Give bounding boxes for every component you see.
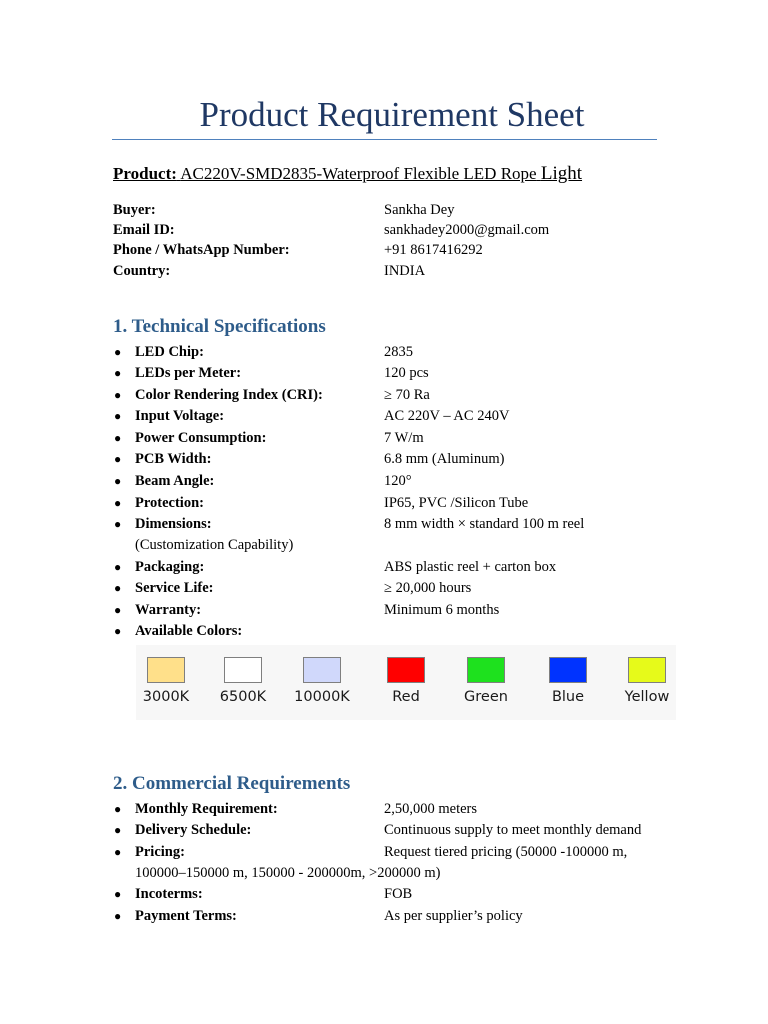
bullet-icon: ● <box>114 624 122 638</box>
spec-item-dimensions <box>0 514 768 535</box>
commercial-value: FOB <box>384 886 413 902</box>
commercial-value: Request tiered pricing (50000 -100000 m, <box>384 844 628 860</box>
commercial-label: Incoterms: <box>135 886 203 902</box>
email-row <box>0 220 768 241</box>
color-swatch-10000k <box>282 657 362 705</box>
bullet-icon: ● <box>114 431 122 445</box>
spec-label: Warranty: <box>135 602 202 618</box>
bullet-icon: ● <box>114 452 122 466</box>
title-divider <box>112 139 657 140</box>
spec-item-power <box>0 428 768 449</box>
commercial-value: As per supplier’s policy <box>384 908 523 924</box>
spec-item-cri <box>0 385 768 406</box>
spec-label: Color Rendering Index (CRI): <box>135 387 323 403</box>
spec-item-available-colors <box>0 621 768 642</box>
commercial-value: Continuous supply to meet monthly demand <box>384 822 642 838</box>
commercial-item-incoterms <box>0 884 768 905</box>
email-label: Email ID: <box>113 222 175 238</box>
spec-value: 2835 <box>384 344 413 360</box>
commercial-label: Payment Terms: <box>135 908 237 924</box>
spec-label: Protection: <box>135 495 204 511</box>
spec-item-leds-per-meter <box>0 363 768 384</box>
pricing-continuation: 100000–150000 m, 150000 - 200000m, >200000 m) <box>135 865 441 881</box>
bullet-icon: ● <box>114 823 122 837</box>
phone-label: Phone / WhatsApp Number: <box>113 242 290 258</box>
spec-value: IP65, PVC /Silicon Tube <box>384 495 529 511</box>
bullet-icon: ● <box>114 517 122 531</box>
spec-item-warranty <box>0 600 768 621</box>
phone-row <box>0 240 768 261</box>
swatch-box <box>628 657 666 683</box>
color-swatch-yellow <box>607 657 687 705</box>
spec-value: Minimum 6 months <box>384 602 500 618</box>
commercial-item-delivery <box>0 820 768 841</box>
bullet-icon: ● <box>114 581 122 595</box>
swatch-box <box>467 657 505 683</box>
swatch-label: Red <box>392 689 420 705</box>
commercial-heading: 2. Commercial Requirements <box>113 773 351 794</box>
spec-item-protection <box>0 493 768 514</box>
swatch-box <box>303 657 341 683</box>
bullet-icon: ● <box>114 366 122 380</box>
bullet-icon: ● <box>114 845 122 859</box>
product-label: Product: <box>113 164 177 183</box>
spec-value: 120° <box>384 473 412 489</box>
commercial-item-payment <box>0 906 768 927</box>
swatch-box <box>224 657 262 683</box>
bullet-icon: ● <box>114 409 122 423</box>
commercial-item-pricing <box>0 842 768 863</box>
color-swatch-panel <box>136 645 676 720</box>
color-swatch-6500k <box>203 657 283 705</box>
spec-label: LED Chip: <box>135 344 204 360</box>
country-value: INDIA <box>384 263 426 279</box>
bullet-icon: ● <box>114 345 122 359</box>
bullet-icon: ● <box>114 474 122 488</box>
bullet-icon: ● <box>114 802 122 816</box>
bullet-icon: ● <box>114 603 122 617</box>
commercial-label: Monthly Requirement: <box>135 801 278 817</box>
spec-label: PCB Width: <box>135 451 212 467</box>
phone-value: +91 8617416292 <box>384 242 483 258</box>
swatch-box <box>549 657 587 683</box>
color-swatch-3000k <box>126 657 206 705</box>
spec-value: 6.8 mm (Aluminum) <box>384 451 505 467</box>
commercial-label: Pricing: <box>135 844 185 860</box>
tech-specs-heading: 1. Technical Specifications <box>113 316 326 337</box>
spec-label: Input Voltage: <box>135 408 225 424</box>
spec-value: ≥ 70 Ra <box>384 387 430 403</box>
color-swatch-red <box>366 657 446 705</box>
dimensions-note: (Customization Capability) <box>135 537 294 553</box>
spec-label: Beam Angle: <box>135 473 215 489</box>
swatch-label: 3000K <box>142 689 190 705</box>
spec-label: Dimensions: <box>135 516 212 532</box>
swatch-label: 6500K <box>219 689 267 705</box>
buyer-row <box>0 200 768 221</box>
buyer-value: Sankha Dey <box>384 202 455 218</box>
spec-item-service-life <box>0 578 768 599</box>
bullet-icon: ● <box>114 388 122 402</box>
spec-value: 8 mm width × standard 100 m reel <box>384 516 585 532</box>
color-swatch-blue <box>528 657 608 705</box>
spec-value: 7 W/m <box>384 430 424 446</box>
spec-label: LEDs per Meter: <box>135 365 242 381</box>
spec-item-pcb-width <box>0 449 768 470</box>
spec-label: Available Colors: <box>135 623 243 639</box>
spec-label: Service Life: <box>135 580 214 596</box>
spec-value: ABS plastic reel + carton box <box>384 559 557 575</box>
bullet-icon: ● <box>114 560 122 574</box>
swatch-box <box>147 657 185 683</box>
product-line <box>113 162 582 186</box>
spec-value: AC 220V – AC 240V <box>384 408 510 424</box>
email-value: sankhadey2000@gmail.com <box>384 222 550 238</box>
swatch-label: Green <box>464 689 508 705</box>
swatch-label: Blue <box>551 689 585 705</box>
spec-item-input-voltage <box>0 406 768 427</box>
spec-label: Power Consumption: <box>135 430 267 446</box>
country-label: Country: <box>113 263 171 279</box>
bullet-icon: ● <box>114 909 122 923</box>
color-swatch-green <box>446 657 526 705</box>
bullet-icon: ● <box>114 887 122 901</box>
bullet-icon: ● <box>114 496 122 510</box>
product-name: AC220V-SMD2835-Waterproof Flexible LED Rope <box>180 164 537 183</box>
spec-item-beam-angle <box>0 471 768 492</box>
buyer-label: Buyer: <box>113 202 156 218</box>
swatch-label: 10000K <box>294 689 350 705</box>
spec-item-led-chip <box>0 342 768 363</box>
spec-item-packaging <box>0 557 768 578</box>
document-title: Product Requirement Sheet <box>199 95 585 134</box>
spec-value: 120 pcs <box>384 365 429 381</box>
country-row <box>0 261 768 282</box>
swatch-label: Yellow <box>624 689 670 705</box>
commercial-item-monthly <box>0 799 768 820</box>
swatch-box <box>387 657 425 683</box>
commercial-value: 2,50,000 meters <box>384 801 478 817</box>
product-name-tail: Light <box>540 163 583 184</box>
commercial-label: Delivery Schedule: <box>135 822 252 838</box>
spec-label: Packaging: <box>135 559 205 575</box>
spec-value: ≥ 20,000 hours <box>384 580 472 596</box>
